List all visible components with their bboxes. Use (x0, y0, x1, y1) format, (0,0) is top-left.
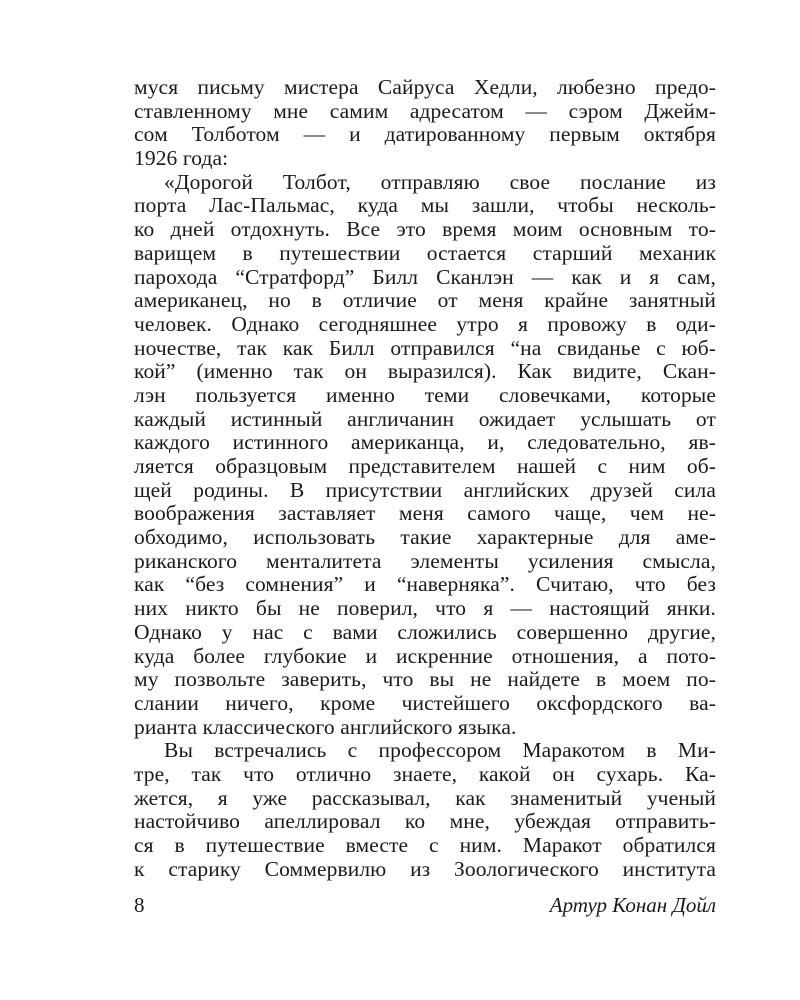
text-line: ляется образцовым представителем нашей с ним об- (134, 454, 716, 478)
page-footer (134, 893, 716, 921)
text-line: к старику Соммервилю из Зоологического института (134, 856, 716, 881)
text-line: тре, так что отлично знаете, какой он сухарь. Ка- (134, 761, 716, 786)
text-line: рианта классического английского языка. (134, 714, 517, 739)
text-line: «Дорогой Толбот, отправляю свое послание из (164, 169, 716, 194)
text-line: ся в путешествие вместе с ним. Маракот обратился (134, 833, 716, 857)
text-line: каждый истинный англичанин ожидает услышать от (134, 406, 716, 431)
text-line: слании ничего, кроме чистейшего оксфордского ва- (134, 690, 716, 715)
text-line: как “без сомнения” и “наверняка”. Считаю, что без (134, 572, 716, 597)
text-line: настойчиво апеллировал ко мне, убеждая отправить- (134, 809, 716, 834)
text-line: человек. Однако сегодняшнее утро я провожу в оди- (134, 311, 716, 336)
text-line: риканского менталитета элементы усиления смысла, (134, 548, 716, 573)
text-line: Вы встречались с профессором Маракотом в Ми- (164, 738, 716, 763)
text-line: воображения заставляет меня самого чаще, чем не- (134, 501, 716, 526)
text-line: ставленному мне самим адресатом — сэром Джейм- (134, 98, 716, 123)
text-line: варищем в путешествии остается старший механик (134, 240, 716, 265)
text-line: ночестве, так как Билл отправился “на свиданье с юб- (134, 335, 716, 360)
running-title: Артур Конан Дойл (549, 893, 716, 917)
text-line: жется, я уже рассказывал, как знаменитый ученый (134, 785, 716, 810)
page-body (134, 76, 716, 881)
text-line: ко дней отдохнуть. Все это время моим основным то- (134, 217, 716, 242)
text-line: муся письму мистера Сайруса Хедли, любезно предо- (134, 75, 716, 99)
text-line: му позвольте заверить, что вы не найдете в моем по- (134, 667, 716, 692)
text-line: 1926 года: (134, 146, 229, 171)
text-line: порта Лас-Пальмас, куда мы зашли, чтобы несколь- (134, 193, 716, 218)
text-line: обходимо, использовать такие характерные для аме- (134, 525, 716, 550)
text-line: куда более глубокие и искренние отношения, а пото- (134, 643, 716, 668)
text-line: Однако у нас с вами сложились совершенно другие, (134, 619, 716, 644)
page-number: 8 (134, 893, 145, 917)
text-line: лэн пользуется именно теми словечками, которые (134, 382, 716, 407)
text-line: них никто бы не поверил, что я — настоящий янки. (134, 596, 716, 621)
text-line: каждого истинного американца, и, следовательно, яв- (134, 430, 716, 455)
text-line: американец, но в отличие от меня крайне занятный (134, 288, 716, 313)
text-line: сом Толботом — и датированному первым октября (134, 122, 716, 147)
text-line: щей родины. В присутствии английских друзей сила (134, 477, 716, 502)
text-line: парохода “Стратфорд” Билл Сканлэн — как и я сам, (134, 264, 716, 289)
text-line: кой” (именно так он выразился). Как видите, Скан- (134, 359, 716, 384)
